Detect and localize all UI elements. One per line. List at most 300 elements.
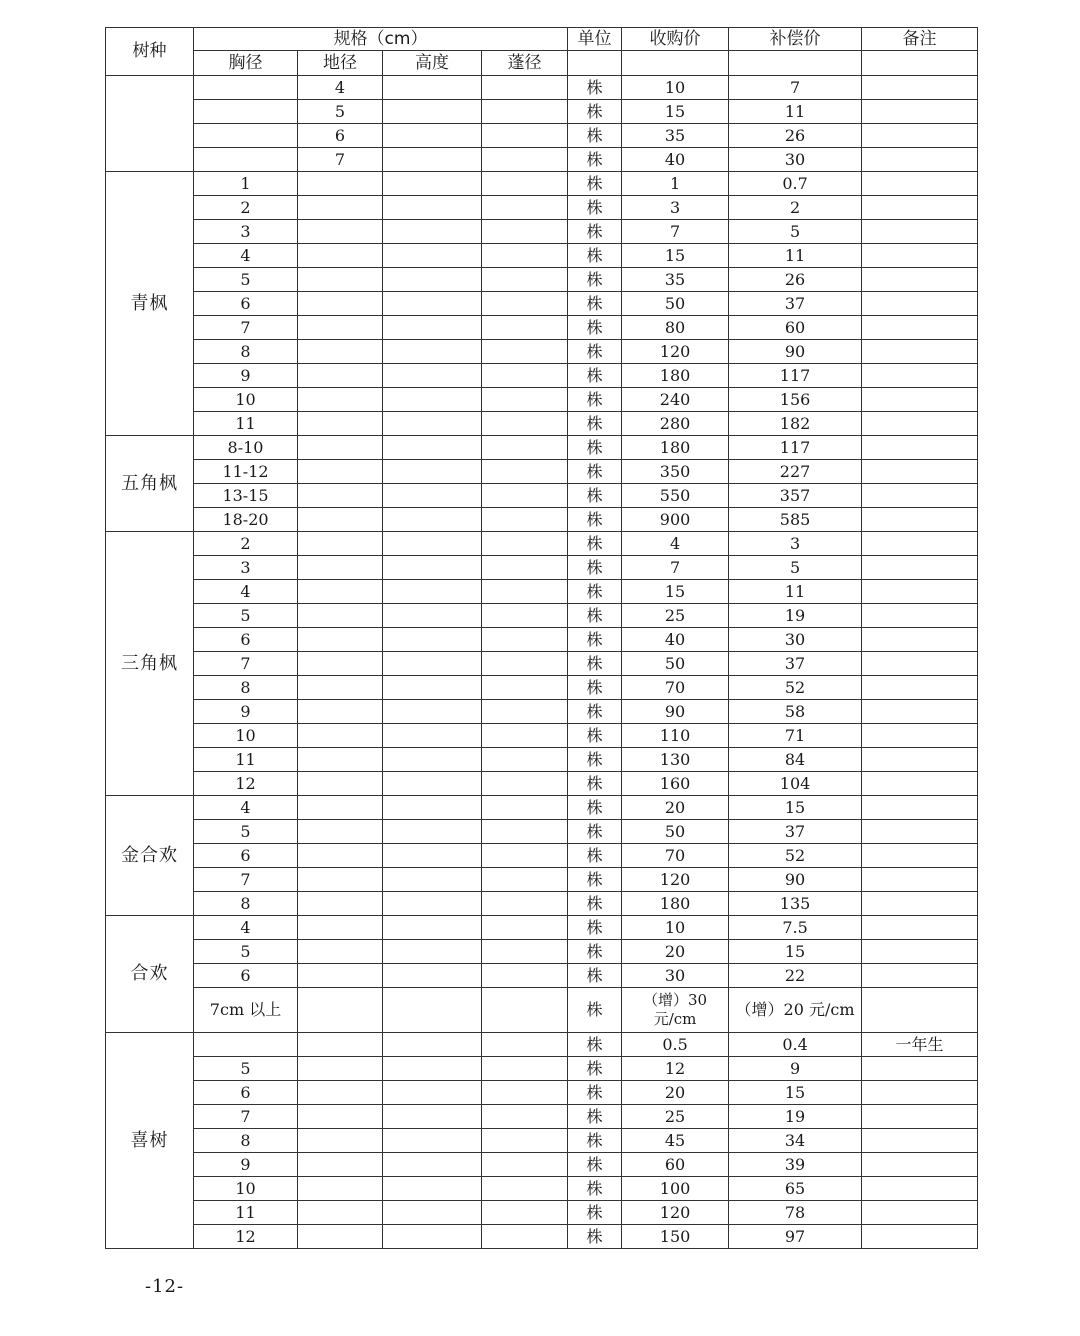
purchase-price-cell: 900 — [622, 508, 729, 532]
height-cell — [383, 1177, 482, 1201]
chest-diameter-cell: 10 — [194, 388, 298, 412]
chest-diameter-cell: 1 — [194, 172, 298, 196]
chest-diameter-cell: 7 — [194, 316, 298, 340]
unit-cell: 株 — [568, 796, 622, 820]
crown-diameter-cell — [482, 436, 568, 460]
remarks-cell — [862, 412, 978, 436]
purchase-price-cell: 50 — [622, 820, 729, 844]
compensation-price-cell: 585 — [729, 508, 862, 532]
unit-cell: 株 — [568, 652, 622, 676]
crown-diameter-cell — [482, 364, 568, 388]
table-row — [106, 748, 978, 772]
height-cell — [383, 484, 482, 508]
unit-cell: 株 — [568, 964, 622, 988]
height-cell — [383, 868, 482, 892]
ground-diameter-cell — [298, 868, 383, 892]
unit-cell: 株 — [568, 1129, 622, 1153]
ground-diameter-cell — [298, 988, 383, 1033]
purchase-price-cell: 20 — [622, 1081, 729, 1105]
height-cell — [383, 1105, 482, 1129]
crown-diameter-cell — [482, 100, 568, 124]
table-row — [106, 1177, 978, 1201]
height-cell — [383, 772, 482, 796]
crown-diameter-cell — [482, 892, 568, 916]
crown-diameter-cell — [482, 748, 568, 772]
table-row — [106, 340, 978, 364]
remarks-cell — [862, 460, 978, 484]
ground-diameter-cell — [298, 1225, 383, 1249]
table-row — [106, 316, 978, 340]
ground-diameter-cell — [298, 196, 383, 220]
purchase-price-cell: 10 — [622, 76, 729, 100]
table-row — [106, 892, 978, 916]
compensation-price-cell: 3 — [729, 532, 862, 556]
unit-cell: 株 — [568, 316, 622, 340]
remarks-cell — [862, 532, 978, 556]
unit-cell: 株 — [568, 1057, 622, 1081]
ground-diameter-cell — [298, 292, 383, 316]
remarks-cell — [862, 604, 978, 628]
header-chest-diameter: 胸径 — [194, 51, 298, 76]
unit-cell: 株 — [568, 76, 622, 100]
table-row — [106, 244, 978, 268]
header-remarks: 备注 — [862, 28, 978, 51]
height-cell — [383, 436, 482, 460]
crown-diameter-cell — [482, 1201, 568, 1225]
remarks-cell — [862, 436, 978, 460]
compensation-price-cell: 19 — [729, 604, 862, 628]
height-cell — [383, 100, 482, 124]
unit-cell: 株 — [568, 196, 622, 220]
header-compensation-price: 补偿价 — [729, 28, 862, 51]
remarks-cell — [862, 292, 978, 316]
crown-diameter-cell — [482, 676, 568, 700]
unit-cell: 株 — [568, 628, 622, 652]
purchase-price-cell: 25 — [622, 1105, 729, 1129]
compensation-price-cell: 357 — [729, 484, 862, 508]
height-cell — [383, 1081, 482, 1105]
table-row — [106, 988, 978, 1033]
compensation-price-cell: 11 — [729, 100, 862, 124]
ground-diameter-cell — [298, 604, 383, 628]
remarks-cell — [862, 148, 978, 172]
compensation-price-cell: 84 — [729, 748, 862, 772]
unit-cell: 株 — [568, 172, 622, 196]
remarks-cell — [862, 892, 978, 916]
unit-cell: 株 — [568, 604, 622, 628]
ground-diameter-cell — [298, 556, 383, 580]
remarks-cell — [862, 676, 978, 700]
table-row — [106, 388, 978, 412]
crown-diameter-cell — [482, 1081, 568, 1105]
purchase-price-cell: 350 — [622, 460, 729, 484]
remarks-cell — [862, 1177, 978, 1201]
crown-diameter-cell — [482, 484, 568, 508]
unit-cell: 株 — [568, 388, 622, 412]
purchase-price-cell: 20 — [622, 796, 729, 820]
compensation-price-cell: 97 — [729, 1225, 862, 1249]
unit-cell: 株 — [568, 292, 622, 316]
chest-diameter-cell: 5 — [194, 940, 298, 964]
ground-diameter-cell: 4 — [298, 76, 383, 100]
unit-cell: 株 — [568, 244, 622, 268]
compensation-price-cell: 22 — [729, 964, 862, 988]
compensation-price-cell: 78 — [729, 1201, 862, 1225]
crown-diameter-cell — [482, 700, 568, 724]
height-cell — [383, 580, 482, 604]
compensation-price-cell: 19 — [729, 1105, 862, 1129]
chest-diameter-cell — [194, 1033, 298, 1057]
purchase-price-cell: 550 — [622, 484, 729, 508]
chest-diameter-cell: 5 — [194, 268, 298, 292]
chest-diameter-cell: 12 — [194, 1225, 298, 1249]
ground-diameter-cell — [298, 1129, 383, 1153]
ground-diameter-cell — [298, 532, 383, 556]
height-cell — [383, 268, 482, 292]
crown-diameter-cell — [482, 412, 568, 436]
unit-cell: 株 — [568, 484, 622, 508]
crown-diameter-cell — [482, 124, 568, 148]
table-row — [106, 1225, 978, 1249]
height-cell — [383, 76, 482, 100]
table-row — [106, 676, 978, 700]
unit-cell: 株 — [568, 580, 622, 604]
ground-diameter-cell — [298, 1153, 383, 1177]
remarks-cell — [862, 1105, 978, 1129]
compensation-price-cell: 0.7 — [729, 172, 862, 196]
purchase-price-cell: 7 — [622, 556, 729, 580]
purchase-price-cell: 130 — [622, 748, 729, 772]
crown-diameter-cell — [482, 916, 568, 940]
unit-cell: 株 — [568, 364, 622, 388]
crown-diameter-cell — [482, 76, 568, 100]
compensation-price-cell: 71 — [729, 724, 862, 748]
height-cell — [383, 700, 482, 724]
remarks-cell — [862, 316, 978, 340]
remarks-cell — [862, 1057, 978, 1081]
purchase-price-cell: 70 — [622, 844, 729, 868]
table-row — [106, 940, 978, 964]
remarks-cell — [862, 172, 978, 196]
chest-diameter-cell: 6 — [194, 292, 298, 316]
chest-diameter-cell: 6 — [194, 964, 298, 988]
height-cell — [383, 172, 482, 196]
compensation-price-cell: 30 — [729, 628, 862, 652]
compensation-price-cell: 117 — [729, 364, 862, 388]
table-row — [106, 820, 978, 844]
remarks-cell — [862, 628, 978, 652]
height-cell — [383, 940, 482, 964]
crown-diameter-cell — [482, 460, 568, 484]
table-row — [106, 628, 978, 652]
chest-diameter-cell: 7 — [194, 868, 298, 892]
height-cell — [383, 532, 482, 556]
remarks-cell — [862, 340, 978, 364]
crown-diameter-cell — [482, 388, 568, 412]
compensation-price-cell: 11 — [729, 244, 862, 268]
remarks-cell — [862, 1129, 978, 1153]
table-row — [106, 76, 978, 100]
crown-diameter-cell — [482, 964, 568, 988]
chest-diameter-cell: 11 — [194, 748, 298, 772]
species-cell: 合欢 — [106, 916, 194, 1033]
height-cell — [383, 244, 482, 268]
header-ground-diameter: 地径 — [298, 51, 383, 76]
chest-diameter-cell: 8-10 — [194, 436, 298, 460]
remarks-cell: 一年生 — [862, 1033, 978, 1057]
table-row — [106, 844, 978, 868]
unit-cell: 株 — [568, 1177, 622, 1201]
unit-cell: 株 — [568, 1033, 622, 1057]
compensation-price-cell: 0.4 — [729, 1033, 862, 1057]
crown-diameter-cell — [482, 292, 568, 316]
remarks-cell — [862, 1153, 978, 1177]
species-cell: 喜树 — [106, 1033, 194, 1249]
compensation-price-cell: 5 — [729, 220, 862, 244]
table-row — [106, 484, 978, 508]
species-cell: 青枫 — [106, 172, 194, 436]
compensation-price-cell: 5 — [729, 556, 862, 580]
purchase-price-cell: 120 — [622, 340, 729, 364]
species-cell — [106, 76, 194, 172]
page-number: -12- — [145, 1276, 185, 1297]
unit-cell: 株 — [568, 1081, 622, 1105]
chest-diameter-cell: 3 — [194, 556, 298, 580]
chest-diameter-cell: 11-12 — [194, 460, 298, 484]
ground-diameter-cell — [298, 748, 383, 772]
ground-diameter-cell — [298, 580, 383, 604]
header-unit: 单位 — [568, 28, 622, 51]
table-row — [106, 508, 978, 532]
chest-diameter-cell: 4 — [194, 796, 298, 820]
remarks-cell — [862, 748, 978, 772]
height-cell — [383, 1033, 482, 1057]
crown-diameter-cell — [482, 820, 568, 844]
chest-diameter-cell: 2 — [194, 196, 298, 220]
ground-diameter-cell: 6 — [298, 124, 383, 148]
chest-diameter-cell: 6 — [194, 1081, 298, 1105]
ground-diameter-cell — [298, 460, 383, 484]
ground-diameter-cell — [298, 1057, 383, 1081]
unit-cell: 株 — [568, 724, 622, 748]
ground-diameter-cell — [298, 964, 383, 988]
chest-diameter-cell: 11 — [194, 1201, 298, 1225]
chest-diameter-cell: 5 — [194, 604, 298, 628]
height-cell — [383, 676, 482, 700]
unit-cell: 株 — [568, 148, 622, 172]
compensation-price-cell: 9 — [729, 1057, 862, 1081]
purchase-price-cell: 1 — [622, 172, 729, 196]
height-cell — [383, 892, 482, 916]
remarks-cell — [862, 988, 978, 1033]
chest-diameter-cell: 10 — [194, 724, 298, 748]
purchase-price-cell: 40 — [622, 628, 729, 652]
ground-diameter-cell — [298, 1033, 383, 1057]
header-height: 高度 — [383, 51, 482, 76]
crown-diameter-cell — [482, 556, 568, 580]
compensation-price-cell: 104 — [729, 772, 862, 796]
ground-diameter-cell — [298, 796, 383, 820]
remarks-cell — [862, 724, 978, 748]
ground-diameter-cell — [298, 340, 383, 364]
header-crown-diameter: 蓬径 — [482, 51, 568, 76]
height-cell — [383, 460, 482, 484]
table-row — [106, 100, 978, 124]
crown-diameter-cell — [482, 772, 568, 796]
remarks-cell — [862, 1201, 978, 1225]
unit-cell: 株 — [568, 124, 622, 148]
compensation-price-cell: （增）20 元/cm — [729, 988, 862, 1033]
ground-diameter-cell — [298, 388, 383, 412]
chest-diameter-cell: 3 — [194, 220, 298, 244]
purchase-price-cell: 7 — [622, 220, 729, 244]
crown-diameter-cell — [482, 724, 568, 748]
compensation-price-cell: 182 — [729, 412, 862, 436]
remarks-cell — [862, 580, 978, 604]
chest-diameter-cell — [194, 76, 298, 100]
purchase-price-cell: 20 — [622, 940, 729, 964]
remarks-cell — [862, 700, 978, 724]
height-cell — [383, 844, 482, 868]
unit-cell: 株 — [568, 1105, 622, 1129]
height-cell — [383, 1225, 482, 1249]
height-cell — [383, 340, 482, 364]
compensation-price-cell: 39 — [729, 1153, 862, 1177]
table-row — [106, 220, 978, 244]
purchase-price-cell: 180 — [622, 436, 729, 460]
height-cell — [383, 988, 482, 1033]
remarks-cell — [862, 364, 978, 388]
ground-diameter-cell — [298, 172, 383, 196]
remarks-cell — [862, 556, 978, 580]
table-row — [106, 964, 978, 988]
crown-diameter-cell — [482, 1225, 568, 1249]
crown-diameter-cell — [482, 652, 568, 676]
purchase-price-cell: 160 — [622, 772, 729, 796]
table-row — [106, 268, 978, 292]
table-row — [106, 916, 978, 940]
compensation-price-cell: 30 — [729, 148, 862, 172]
table-row — [106, 124, 978, 148]
purchase-price-cell: 50 — [622, 652, 729, 676]
compensation-price-cell: 7 — [729, 76, 862, 100]
chest-diameter-cell — [194, 100, 298, 124]
table-row — [106, 292, 978, 316]
compensation-price-cell: 37 — [729, 820, 862, 844]
purchase-price-cell: 40 — [622, 148, 729, 172]
height-cell — [383, 316, 482, 340]
compensation-price-cell: 26 — [729, 124, 862, 148]
remarks-cell — [862, 268, 978, 292]
height-cell — [383, 748, 482, 772]
crown-diameter-cell — [482, 628, 568, 652]
compensation-price-cell: 7.5 — [729, 916, 862, 940]
ground-diameter-cell — [298, 940, 383, 964]
ground-diameter-cell — [298, 364, 383, 388]
compensation-price-cell: 65 — [729, 1177, 862, 1201]
remarks-cell — [862, 940, 978, 964]
table-row — [106, 1153, 978, 1177]
chest-diameter-cell: 4 — [194, 580, 298, 604]
unit-cell: 株 — [568, 868, 622, 892]
purchase-price-cell: 60 — [622, 1153, 729, 1177]
crown-diameter-cell — [482, 148, 568, 172]
height-cell — [383, 1129, 482, 1153]
ground-diameter-cell — [298, 676, 383, 700]
chest-diameter-cell: 7 — [194, 652, 298, 676]
height-cell — [383, 652, 482, 676]
chest-diameter-cell: 6 — [194, 628, 298, 652]
height-cell — [383, 148, 482, 172]
header-purchase-price: 收购价 — [622, 28, 729, 51]
height-cell — [383, 1057, 482, 1081]
ground-diameter-cell — [298, 220, 383, 244]
chest-diameter-cell: 5 — [194, 820, 298, 844]
unit-cell: 株 — [568, 268, 622, 292]
chest-diameter-cell: 4 — [194, 244, 298, 268]
chest-diameter-cell: 9 — [194, 700, 298, 724]
unit-cell: 株 — [568, 940, 622, 964]
table-row — [106, 172, 978, 196]
remarks-cell — [862, 796, 978, 820]
compensation-price-cell: 135 — [729, 892, 862, 916]
unit-cell: 株 — [568, 1201, 622, 1225]
compensation-price-cell: 117 — [729, 436, 862, 460]
compensation-price-cell: 58 — [729, 700, 862, 724]
height-cell — [383, 916, 482, 940]
unit-cell: 株 — [568, 532, 622, 556]
compensation-price-cell: 52 — [729, 844, 862, 868]
ground-diameter-cell — [298, 700, 383, 724]
crown-diameter-cell — [482, 508, 568, 532]
remarks-cell — [862, 916, 978, 940]
unit-cell: 株 — [568, 1153, 622, 1177]
purchase-price-cell: 30 — [622, 964, 729, 988]
compensation-price-cell: 2 — [729, 196, 862, 220]
unit-cell: 株 — [568, 892, 622, 916]
remarks-cell — [862, 220, 978, 244]
compensation-price-cell: 60 — [729, 316, 862, 340]
compensation-price-cell: 11 — [729, 580, 862, 604]
purchase-price-cell: 35 — [622, 268, 729, 292]
purchase-price-cell: 4 — [622, 532, 729, 556]
unit-cell: 株 — [568, 220, 622, 244]
remarks-cell — [862, 100, 978, 124]
chest-diameter-cell: 8 — [194, 1129, 298, 1153]
purchase-price-cell: 180 — [622, 892, 729, 916]
purchase-price-cell: 100 — [622, 1177, 729, 1201]
ground-diameter-cell — [298, 244, 383, 268]
compensation-price-cell: 90 — [729, 340, 862, 364]
table-row — [106, 604, 978, 628]
table-header — [106, 28, 978, 76]
unit-cell: 株 — [568, 772, 622, 796]
crown-diameter-cell — [482, 868, 568, 892]
purchase-price-cell: 150 — [622, 1225, 729, 1249]
table-row — [106, 652, 978, 676]
height-cell — [383, 412, 482, 436]
ground-diameter-cell — [298, 436, 383, 460]
chest-diameter-cell: 12 — [194, 772, 298, 796]
ground-diameter-cell — [298, 1177, 383, 1201]
unit-cell: 株 — [568, 748, 622, 772]
table-row — [106, 460, 978, 484]
ground-diameter-cell — [298, 1201, 383, 1225]
purchase-price-cell: 15 — [622, 580, 729, 604]
purchase-price-cell: 90 — [622, 700, 729, 724]
ground-diameter-cell — [298, 820, 383, 844]
purchase-price-cell: 70 — [622, 676, 729, 700]
